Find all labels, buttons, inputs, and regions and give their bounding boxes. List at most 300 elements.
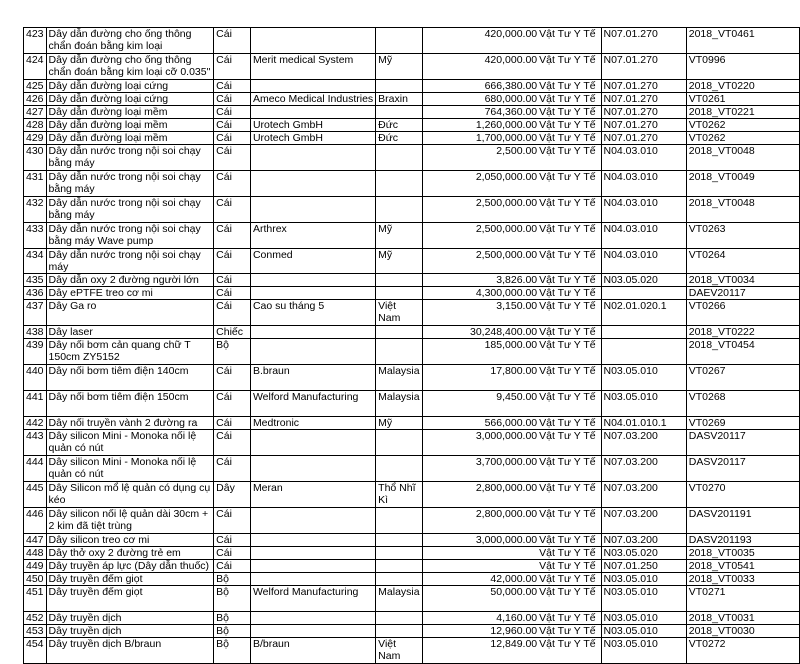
category-cell: Vật Tư Y Tế — [538, 508, 601, 534]
manufacturer-cell — [250, 573, 375, 586]
group-code-cell: N03.05.020 — [601, 547, 686, 560]
unit-cell: Cái — [214, 93, 251, 106]
country-cell — [376, 560, 422, 573]
unit-cell: Cái — [214, 80, 251, 93]
category-cell: Vật Tư Y Tế — [538, 560, 601, 573]
row-number-cell: 451 — [24, 586, 47, 612]
item-name-cell: Dây ePTFE treo cơ mi — [46, 287, 214, 300]
manufacturer-cell: Arthrex — [250, 223, 375, 249]
unit-cell: Cái — [214, 287, 251, 300]
item-code-cell: VT0261 — [686, 93, 799, 106]
table-row — [24, 612, 800, 625]
item-code-cell: VT0270 — [686, 482, 799, 508]
row-number-cell: 453 — [24, 625, 47, 638]
table-row — [24, 171, 800, 197]
supply-price-table — [23, 27, 800, 664]
table-row — [24, 132, 800, 145]
country-cell — [376, 28, 422, 54]
category-cell: Vật Tư Y Tế — [538, 534, 601, 547]
manufacturer-cell — [250, 274, 375, 287]
item-code-cell: 2018_VT0222 — [686, 326, 799, 339]
table-row — [24, 586, 800, 612]
manufacturer-cell — [250, 28, 375, 54]
manufacturer-cell: Conmed — [250, 249, 375, 274]
group-code-cell: N04.01.010.1 — [601, 417, 686, 430]
price-cell: 12,849.00 — [422, 638, 538, 664]
manufacturer-cell: B/braun — [250, 638, 375, 664]
unit-cell: Bộ — [214, 612, 251, 625]
table-row — [24, 28, 800, 54]
group-code-cell: N03.05.010 — [601, 573, 686, 586]
item-code-cell: DASV20117 — [686, 456, 799, 482]
table-row — [24, 80, 800, 93]
table-row — [24, 106, 800, 119]
manufacturer-cell — [250, 171, 375, 197]
group-code-cell: N07.01.270 — [601, 54, 686, 80]
row-number-cell: 436 — [24, 287, 47, 300]
unit-cell: Cái — [214, 508, 251, 534]
manufacturer-cell — [250, 197, 375, 223]
category-cell: Vật Tư Y Tế — [538, 456, 601, 482]
category-cell: Vật Tư Y Tế — [538, 612, 601, 625]
manufacturer-cell — [250, 612, 375, 625]
country-cell: Braxin — [376, 93, 422, 106]
item-name-cell: Dây silicon Mini - Monoka nối lệ quản có nút — [46, 430, 214, 456]
item-code-cell: 2018_VT0035 — [686, 547, 799, 560]
category-cell: Vật Tư Y Tế — [538, 197, 601, 223]
country-cell — [376, 287, 422, 300]
item-code-cell: VT0262 — [686, 119, 799, 132]
manufacturer-cell: Cao su tháng 5 — [250, 300, 375, 326]
country-cell — [376, 430, 422, 456]
manufacturer-cell — [250, 625, 375, 638]
table-row — [24, 638, 800, 664]
row-number-cell: 452 — [24, 612, 47, 625]
price-cell: 2,500.00 — [422, 145, 538, 171]
manufacturer-cell: Medtronic — [250, 417, 375, 430]
item-code-cell: DASV20117 — [686, 430, 799, 456]
item-code-cell: VT0264 — [686, 249, 799, 274]
country-cell: Mỹ — [376, 223, 422, 249]
group-code-cell: N03.05.010 — [601, 365, 686, 391]
row-number-cell: 435 — [24, 274, 47, 287]
table-row — [24, 560, 800, 573]
item-name-cell: Dây silicon Mini - Monoka nối lệ quản có nút — [46, 456, 214, 482]
price-cell: 1,260,000.00 — [422, 119, 538, 132]
category-cell: Vật Tư Y Tế — [538, 132, 601, 145]
row-number-cell: 439 — [24, 339, 47, 365]
category-cell: Vật Tư Y Tế — [538, 300, 601, 326]
price-cell — [422, 547, 538, 560]
group-code-cell: N03.05.010 — [601, 391, 686, 417]
price-cell: 3,150.00 — [422, 300, 538, 326]
price-cell: 3,700,000.00 — [422, 456, 538, 482]
item-code-cell: VT0268 — [686, 391, 799, 417]
item-name-cell: Dây thở oxy 2 đường trẻ em — [46, 547, 214, 560]
price-cell: 3,000,000.00 — [422, 430, 538, 456]
unit-cell: Cái — [214, 417, 251, 430]
item-code-cell: 2018_VT0221 — [686, 106, 799, 119]
row-number-cell: 423 — [24, 28, 47, 54]
price-cell: 3,826.00 — [422, 274, 538, 287]
country-cell — [376, 197, 422, 223]
country-cell — [376, 573, 422, 586]
category-cell: Vật Tư Y Tế — [538, 547, 601, 560]
category-cell: Vật Tư Y Tế — [538, 80, 601, 93]
row-number-cell: 440 — [24, 365, 47, 391]
category-cell: Vật Tư Y Tế — [538, 93, 601, 106]
unit-cell: Cái — [214, 560, 251, 573]
table-row — [24, 417, 800, 430]
item-code-cell: 2018_VT0220 — [686, 80, 799, 93]
item-code-cell: 2018_VT0030 — [686, 625, 799, 638]
price-cell: 2,800,000.00 — [422, 482, 538, 508]
group-code-cell: N07.03.200 — [601, 534, 686, 547]
manufacturer-cell: Merit medical System — [250, 54, 375, 80]
category-cell: Vật Tư Y Tế — [538, 365, 601, 391]
manufacturer-cell: B.braun — [250, 365, 375, 391]
price-cell: 30,248,400.00 — [422, 326, 538, 339]
country-cell — [376, 80, 422, 93]
category-cell: Vật Tư Y Tế — [538, 54, 601, 80]
row-number-cell: 434 — [24, 249, 47, 274]
item-code-cell: VT0267 — [686, 365, 799, 391]
group-code-cell: N07.03.200 — [601, 456, 686, 482]
unit-cell: Cái — [214, 547, 251, 560]
price-cell: 17,800.00 — [422, 365, 538, 391]
table-row — [24, 339, 800, 365]
item-name-cell: Dây dẫn đường loại cứng — [46, 93, 214, 106]
unit-cell: Bộ — [214, 339, 251, 365]
country-cell: Thổ Nhĩ Kì — [376, 482, 422, 508]
item-name-cell: Dây nối truyền vành 2 đường ra — [46, 417, 214, 430]
manufacturer-cell — [250, 560, 375, 573]
unit-cell: Cái — [214, 391, 251, 417]
group-code-cell: N07.01.270 — [601, 80, 686, 93]
category-cell: Vật Tư Y Tế — [538, 391, 601, 417]
group-code-cell — [601, 326, 686, 339]
unit-cell: Cái — [214, 119, 251, 132]
country-cell: Việt Nam — [376, 638, 422, 664]
manufacturer-cell: Meran — [250, 482, 375, 508]
item-code-cell: VT0272 — [686, 638, 799, 664]
price-cell: 2,500,000.00 — [422, 249, 538, 274]
country-cell — [376, 456, 422, 482]
category-cell: Vật Tư Y Tế — [538, 274, 601, 287]
row-number-cell: 445 — [24, 482, 47, 508]
category-cell: Vật Tư Y Tế — [538, 625, 601, 638]
unit-cell: Cái — [214, 106, 251, 119]
item-code-cell: 2018_VT0048 — [686, 145, 799, 171]
manufacturer-cell: Ameco Medical Industries — [250, 93, 375, 106]
item-name-cell: Dây silicon nối lệ quản dài 30cm + 2 kim đã tiệt trùng — [46, 508, 214, 534]
item-name-cell: Dây truyền dịch — [46, 625, 214, 638]
category-cell: Vật Tư Y Tế — [538, 249, 601, 274]
price-cell — [422, 560, 538, 573]
price-cell: 4,300,000.00 — [422, 287, 538, 300]
unit-cell: Cái — [214, 54, 251, 80]
item-name-cell: Dây laser — [46, 326, 214, 339]
price-cell: 185,000.00 — [422, 339, 538, 365]
item-name-cell: Dây nối bơm tiêm điện 140cm — [46, 365, 214, 391]
table-row — [24, 326, 800, 339]
row-number-cell: 450 — [24, 573, 47, 586]
table-row — [24, 508, 800, 534]
unit-cell: Cái — [214, 132, 251, 145]
category-cell: Vật Tư Y Tế — [538, 223, 601, 249]
price-cell: 12,960.00 — [422, 625, 538, 638]
price-cell: 764,360.00 — [422, 106, 538, 119]
item-code-cell: 2018_VT0454 — [686, 339, 799, 365]
group-code-cell: N07.01.250 — [601, 560, 686, 573]
item-code-cell: 2018_VT0031 — [686, 612, 799, 625]
item-name-cell: Dây dẫn nước trong nội soi chạy bằng máy — [46, 197, 214, 223]
unit-cell: Dây — [214, 482, 251, 508]
row-number-cell: 428 — [24, 119, 47, 132]
category-cell: Vật Tư Y Tế — [538, 638, 601, 664]
table-row — [24, 430, 800, 456]
country-cell — [376, 326, 422, 339]
table-row — [24, 391, 800, 417]
item-code-cell: DASV201191 — [686, 508, 799, 534]
row-number-cell: 442 — [24, 417, 47, 430]
price-cell: 1,700,000.00 — [422, 132, 538, 145]
category-cell: Vật Tư Y Tế — [538, 119, 601, 132]
country-cell — [376, 339, 422, 365]
item-name-cell: Dây dẫn đường loại mềm — [46, 106, 214, 119]
category-cell: Vật Tư Y Tế — [538, 430, 601, 456]
price-cell: 3,000,000.00 — [422, 534, 538, 547]
item-name-cell: Dây Ga ro — [46, 300, 214, 326]
row-number-cell: 426 — [24, 93, 47, 106]
group-code-cell: N07.03.200 — [601, 508, 686, 534]
unit-cell: Bộ — [214, 586, 251, 612]
table-row — [24, 249, 800, 274]
price-cell: 2,800,000.00 — [422, 508, 538, 534]
item-code-cell: 2018_VT0541 — [686, 560, 799, 573]
country-cell — [376, 171, 422, 197]
table-row — [24, 274, 800, 287]
item-code-cell: DAEV20117 — [686, 287, 799, 300]
group-code-cell: N04.03.010 — [601, 171, 686, 197]
group-code-cell: N03.05.020 — [601, 274, 686, 287]
row-number-cell: 432 — [24, 197, 47, 223]
item-code-cell: VT0271 — [686, 586, 799, 612]
group-code-cell — [601, 287, 686, 300]
price-cell: 420,000.00 — [422, 54, 538, 80]
item-name-cell: Dây Silicon mổ lệ quản có dụng cụ kéo — [46, 482, 214, 508]
item-name-cell: Dây dẫn đường cho ống thông chẩn đoán bằng kim loại — [46, 28, 214, 54]
row-number-cell: 427 — [24, 106, 47, 119]
category-cell: Vật Tư Y Tế — [538, 287, 601, 300]
price-cell: 2,500,000.00 — [422, 223, 538, 249]
row-number-cell: 448 — [24, 547, 47, 560]
item-name-cell: Dây dẫn đường cho ống thông chẩn đoán bằng kim loại cỡ 0.035" — [46, 54, 214, 80]
unit-cell: Cái — [214, 171, 251, 197]
table-row — [24, 625, 800, 638]
country-cell: Đức — [376, 132, 422, 145]
row-number-cell: 429 — [24, 132, 47, 145]
country-cell: Malaysia — [376, 586, 422, 612]
row-number-cell: 437 — [24, 300, 47, 326]
category-cell: Vật Tư Y Tế — [538, 586, 601, 612]
unit-cell: Bộ — [214, 573, 251, 586]
manufacturer-cell — [250, 326, 375, 339]
item-name-cell: Dây truyền đếm giọt — [46, 586, 214, 612]
item-name-cell: Dây dẫn đường loại cứng — [46, 80, 214, 93]
unit-cell: Cái — [214, 300, 251, 326]
item-code-cell: 2018_VT0049 — [686, 171, 799, 197]
table-row — [24, 197, 800, 223]
price-cell: 420,000.00 — [422, 28, 538, 54]
item-name-cell: Dây nối bơm tiêm điện 150cm — [46, 391, 214, 417]
country-cell — [376, 612, 422, 625]
unit-cell: Cái — [214, 534, 251, 547]
country-cell — [376, 508, 422, 534]
country-cell — [376, 547, 422, 560]
manufacturer-cell: Welford Manufacturing — [250, 586, 375, 612]
price-cell: 4,160.00 — [422, 612, 538, 625]
country-cell: Mỹ — [376, 417, 422, 430]
item-code-cell: VT0996 — [686, 54, 799, 80]
row-number-cell: 431 — [24, 171, 47, 197]
item-code-cell: VT0269 — [686, 417, 799, 430]
group-code-cell: N03.05.010 — [601, 638, 686, 664]
category-cell: Vật Tư Y Tế — [538, 417, 601, 430]
price-cell: 680,000.00 — [422, 93, 538, 106]
country-cell: Malaysia — [376, 365, 422, 391]
table-row — [24, 573, 800, 586]
row-number-cell: 454 — [24, 638, 47, 664]
unit-cell: Cái — [214, 274, 251, 287]
table-row — [24, 300, 800, 326]
group-code-cell: N02.01.020.1 — [601, 300, 686, 326]
unit-cell: Bộ — [214, 638, 251, 664]
table-row — [24, 456, 800, 482]
row-number-cell: 446 — [24, 508, 47, 534]
price-cell: 50,000.00 — [422, 586, 538, 612]
item-name-cell: Dây truyền áp lực (Dây dẫn thuốc) — [46, 560, 214, 573]
row-number-cell: 444 — [24, 456, 47, 482]
unit-cell: Cái — [214, 223, 251, 249]
row-number-cell: 449 — [24, 560, 47, 573]
group-code-cell: N04.03.010 — [601, 223, 686, 249]
manufacturer-cell: Welford Manufacturing — [250, 391, 375, 417]
country-cell — [376, 106, 422, 119]
item-name-cell: Dây truyền dịch B/braun — [46, 638, 214, 664]
category-cell: Vật Tư Y Tế — [538, 28, 601, 54]
item-code-cell: 2018_VT0034 — [686, 274, 799, 287]
table-row — [24, 287, 800, 300]
table-row — [24, 93, 800, 106]
item-code-cell: VT0262 — [686, 132, 799, 145]
table-row — [24, 534, 800, 547]
group-code-cell — [601, 339, 686, 365]
country-cell: Mỹ — [376, 54, 422, 80]
item-code-cell: VT0263 — [686, 223, 799, 249]
manufacturer-cell — [250, 508, 375, 534]
table-row — [24, 482, 800, 508]
category-cell: Vật Tư Y Tế — [538, 482, 601, 508]
row-number-cell: 425 — [24, 80, 47, 93]
category-cell: Vật Tư Y Tế — [538, 339, 601, 365]
price-cell: 666,380.00 — [422, 80, 538, 93]
country-cell — [376, 534, 422, 547]
group-code-cell: N07.01.270 — [601, 132, 686, 145]
manufacturer-cell — [250, 547, 375, 560]
item-name-cell: Dây truyền dịch — [46, 612, 214, 625]
category-cell: Vật Tư Y Tế — [538, 326, 601, 339]
country-cell: Việt Nam — [376, 300, 422, 326]
manufacturer-cell — [250, 339, 375, 365]
group-code-cell: N04.03.010 — [601, 197, 686, 223]
price-cell: 2,500,000.00 — [422, 197, 538, 223]
price-cell: 9,450.00 — [422, 391, 538, 417]
table-row — [24, 119, 800, 132]
row-number-cell: 443 — [24, 430, 47, 456]
group-code-cell: N07.01.270 — [601, 106, 686, 119]
table-row — [24, 145, 800, 171]
unit-cell: Cái — [214, 430, 251, 456]
category-cell: Vật Tư Y Tế — [538, 573, 601, 586]
item-name-cell: Dây dẫn oxy 2 đường người lớn — [46, 274, 214, 287]
manufacturer-cell — [250, 106, 375, 119]
row-number-cell: 430 — [24, 145, 47, 171]
price-cell: 42,000.00 — [422, 573, 538, 586]
manufacturer-cell: Urotech GmbH — [250, 132, 375, 145]
country-cell — [376, 625, 422, 638]
item-name-cell: Dây dẫn đường loại mềm — [46, 119, 214, 132]
group-code-cell: N03.05.010 — [601, 625, 686, 638]
group-code-cell: N07.03.200 — [601, 430, 686, 456]
price-cell: 2,050,000.00 — [422, 171, 538, 197]
unit-cell: Cái — [214, 145, 251, 171]
unit-cell: Cái — [214, 28, 251, 54]
group-code-cell: N04.03.010 — [601, 249, 686, 274]
item-name-cell: Dây nối bơm cản quang chữ T 150cm ZY5152 — [46, 339, 214, 365]
item-name-cell: Dây dẫn nước trong nội soi chạy bằng máy Wave pump — [46, 223, 214, 249]
row-number-cell: 433 — [24, 223, 47, 249]
manufacturer-cell — [250, 80, 375, 93]
table-row — [24, 365, 800, 391]
item-name-cell: Dây dẫn nước trong nội soi chạy máy — [46, 249, 214, 274]
row-number-cell: 441 — [24, 391, 47, 417]
item-code-cell: 2018_VT0033 — [686, 573, 799, 586]
table-row — [24, 54, 800, 80]
row-number-cell: 447 — [24, 534, 47, 547]
group-code-cell: N07.01.270 — [601, 119, 686, 132]
unit-cell: Cái — [214, 456, 251, 482]
group-code-cell: N03.05.010 — [601, 586, 686, 612]
row-number-cell: 424 — [24, 54, 47, 80]
table-body — [24, 28, 800, 664]
group-code-cell: N07.03.200 — [601, 482, 686, 508]
category-cell: Vật Tư Y Tế — [538, 145, 601, 171]
unit-cell: Cái — [214, 365, 251, 391]
item-code-cell: 2018_VT0461 — [686, 28, 799, 54]
table-row — [24, 223, 800, 249]
manufacturer-cell — [250, 430, 375, 456]
country-cell — [376, 145, 422, 171]
country-cell: Mỹ — [376, 249, 422, 274]
category-cell: Vật Tư Y Tế — [538, 106, 601, 119]
manufacturer-cell — [250, 534, 375, 547]
item-code-cell: VT0266 — [686, 300, 799, 326]
unit-cell: Chiếc — [214, 326, 251, 339]
country-cell: Đức — [376, 119, 422, 132]
item-name-cell: Dây dẫn nước trong nội soi chạy bằng máy — [46, 171, 214, 197]
manufacturer-cell — [250, 287, 375, 300]
